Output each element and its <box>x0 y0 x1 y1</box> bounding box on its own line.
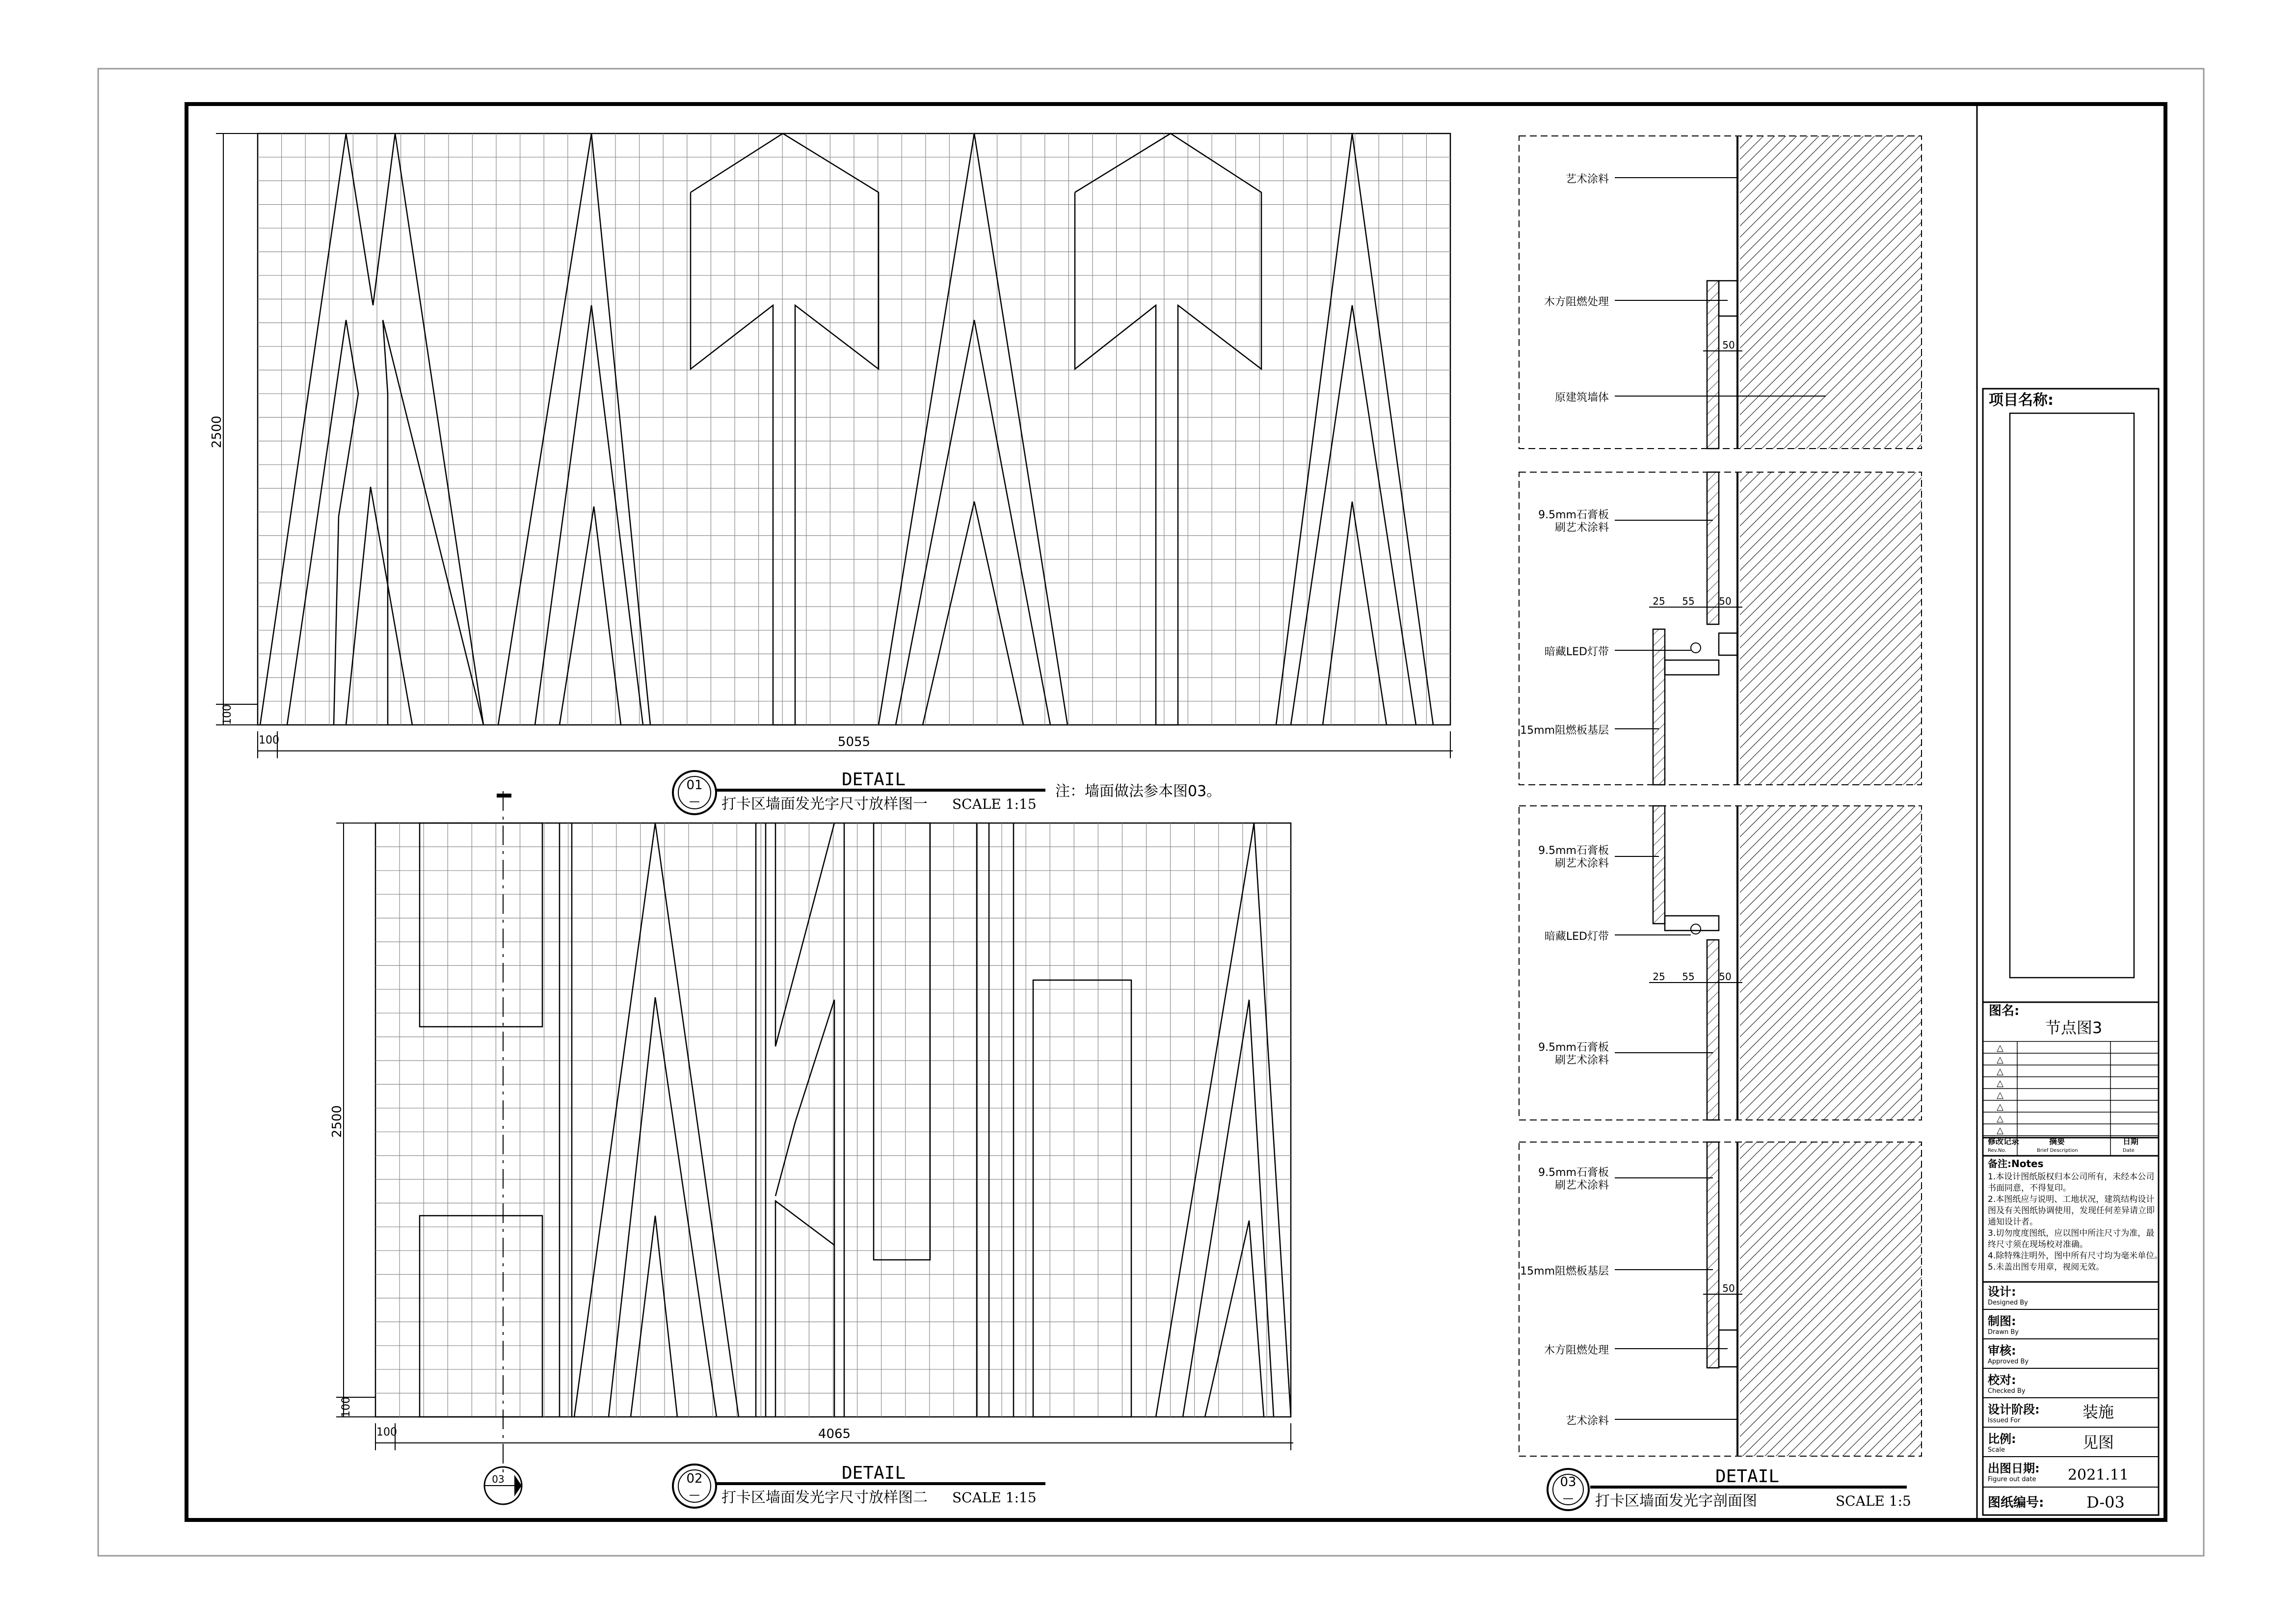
revision-symbol: △ <box>1997 1078 2003 1089</box>
detail-01 <box>210 133 1453 814</box>
scale-value: 见图 <box>2082 1433 2114 1452</box>
detail-03-p2-dim-2: 55 <box>1682 595 1695 607</box>
detail-03 <box>1519 136 1922 1510</box>
rev-col-2-cn: 摘要 <box>2049 1137 2065 1146</box>
checked-label-en: Checked By <box>1988 1387 2026 1395</box>
detail-02-dim-small-v: 100 <box>340 1397 352 1417</box>
note-line: 3.切勿度度图纸，应以图中所注尺寸为准，最 <box>1988 1228 2155 1238</box>
detail-03-p3-label-b: 暗藏LED灯带 <box>1544 931 1609 943</box>
detail-02-number-sub: — <box>689 1489 700 1501</box>
detail-01-letter-shapes <box>260 133 1433 725</box>
detail-03-p3-dim-3: 50 <box>1719 971 1732 983</box>
detail-01-number: 01 <box>686 778 703 793</box>
note-line: 5.未盖出图专用章，视阅无效。 <box>1988 1262 2105 1272</box>
detail-03-p1-label-c: 原建筑墙体 <box>1554 392 1609 404</box>
detail-02-scale: SCALE 1:15 <box>952 1490 1037 1506</box>
date-label-en: Figure out date <box>1988 1476 2036 1483</box>
designed-label-cn: 设计: <box>1988 1285 2016 1299</box>
revision-symbol: △ <box>1997 1102 2003 1112</box>
notes-list <box>1988 1172 2163 1272</box>
detail-03-p2-label-c: 15mm阻燃板基层 <box>1520 724 1609 737</box>
detail-03-number: 03 <box>1560 1475 1576 1490</box>
detail-03-p4-label-a1: 9.5mm石膏板 <box>1538 1167 1609 1179</box>
revision-symbol: △ <box>1997 1055 2003 1065</box>
revision-symbol: △ <box>1997 1114 2003 1124</box>
revision-symbol: △ <box>1997 1125 2003 1136</box>
drawing-number-label: 图纸编号: <box>1988 1495 2044 1510</box>
detail-03-heading: DETAIL <box>1715 1466 1780 1487</box>
detail-03-p1-label-a: 艺术涂料 <box>1565 173 1609 186</box>
detail-01-dim-small-v: 100 <box>221 704 234 725</box>
detail-01-number-sub: — <box>689 796 700 808</box>
detail-02-dimensions <box>336 823 1293 1450</box>
issued-value: 装施 <box>2082 1403 2114 1421</box>
drawn-label-cn: 制图: <box>1988 1314 2016 1328</box>
detail-02-heading: DETAIL <box>841 1463 906 1483</box>
designed-label-en: Designed By <box>1988 1299 2028 1306</box>
rev-col-3-en: Date <box>2123 1148 2135 1153</box>
rev-col-3-cn: 日期 <box>2123 1137 2139 1146</box>
detail-02-section-cut <box>484 791 522 1504</box>
checked-label-cn: 校对: <box>1988 1373 2016 1387</box>
scale-label-cn: 比例: <box>1988 1432 2016 1446</box>
project-name-box <box>2010 413 2134 978</box>
detail-02-grid <box>375 823 1291 1417</box>
detail-01-scale: SCALE 1:15 <box>952 796 1037 812</box>
scale-label-en: Scale <box>1988 1446 2005 1454</box>
note-line: 图及有关图纸协调使用，发现任何差异请立即 <box>1988 1206 2155 1216</box>
rev-col-1-en: Rev.No. <box>1988 1148 2006 1153</box>
detail-03-p1-label-b: 木方阻燃处理 <box>1544 296 1609 308</box>
revision-symbol: △ <box>1997 1043 2003 1053</box>
issued-label-en: Issued For <box>1988 1417 2021 1424</box>
date-label-cn: 出图日期: <box>1988 1462 2040 1475</box>
detail-03-p3-label-c1: 9.5mm石膏板 <box>1538 1041 1609 1054</box>
detail-03-p3-dim-2: 55 <box>1682 971 1695 983</box>
note-line: 通知设计者。 <box>1988 1217 2038 1227</box>
detail-01-dim-small-h: 100 <box>259 734 279 746</box>
note-line: 终尺寸须在现场校对准确。 <box>1988 1240 2088 1250</box>
detail-02-dim-height: 2500 <box>330 1105 345 1138</box>
detail-03-p4-label-c: 木方阻燃处理 <box>1544 1344 1609 1357</box>
detail-02-number: 02 <box>686 1471 703 1486</box>
detail-03-p1-dim: 50 <box>1722 339 1735 351</box>
detail-03-p3-label-a2: 刷艺术涂料 <box>1554 857 1609 870</box>
detail-03-scale: SCALE 1:5 <box>1836 1493 1911 1509</box>
detail-02-dim-small-h: 100 <box>376 1426 397 1438</box>
revision-symbol: △ <box>1997 1066 2003 1077</box>
detail-03-layer-fills <box>1653 281 1719 1368</box>
detail-03-wall-hatch <box>1740 136 1922 1456</box>
detail-03-p2-label-a2: 刷艺术涂料 <box>1554 522 1609 534</box>
drawing-name-label: 图名: <box>1989 1004 2020 1018</box>
detail-01-note: 注：墙面做法参本图03。 <box>1055 783 1222 800</box>
detail-03-p2-dim-3: 50 <box>1719 595 1732 607</box>
note-line: 2.本图纸应与说明、工地状况，建筑结构设计 <box>1988 1195 2155 1204</box>
detail-03-p4-label-d: 艺术涂料 <box>1565 1415 1609 1427</box>
notes-label: 备注:Notes <box>1988 1158 2044 1170</box>
note-line: 4.除特殊注明外，图中所有尺寸均为毫米单位。 <box>1988 1251 2163 1261</box>
detail-03-number-sub: — <box>1563 1492 1574 1505</box>
date-value: 2021.11 <box>2067 1466 2129 1484</box>
issued-label-cn: 设计阶段: <box>1988 1403 2040 1416</box>
project-name-label: 项目名称: <box>1989 392 2054 409</box>
detail-01-dim-height: 2500 <box>210 415 224 449</box>
detail-03-title: 打卡区墙面发光字剖面图 <box>1595 1492 1757 1510</box>
detail-02-letter-shapes <box>420 823 1291 1417</box>
detail-02-dim-width: 4065 <box>818 1427 851 1441</box>
drawing-name: 节点图3 <box>2045 1018 2103 1037</box>
rev-col-2-en: Brief Description <box>2037 1148 2078 1153</box>
detail-01-grid <box>258 133 1450 725</box>
title-block <box>1983 389 2163 1515</box>
note-line: 1.本设计图纸版权归本公司所有，未经本公司 <box>1988 1172 2155 1182</box>
detail-03-finish-layers <box>1653 281 1737 1368</box>
detail-01-heading: DETAIL <box>841 770 906 790</box>
revision-symbol: △ <box>1997 1090 2003 1100</box>
detail-03-p4-label-b: 15mm阻燃板基层 <box>1520 1265 1609 1278</box>
detail-01-dim-width: 5055 <box>837 735 871 749</box>
drawing-number: D-03 <box>2086 1493 2125 1512</box>
rev-col-1-cn: 修改记录 <box>1988 1137 2020 1146</box>
detail-03-p2-label-a1: 9.5mm石膏板 <box>1538 509 1609 521</box>
detail-03-p2-label-b: 暗藏LED灯带 <box>1544 646 1609 658</box>
detail-03-p4-label-a2: 刷艺术涂料 <box>1554 1179 1609 1192</box>
note-line: 书面同意，不得复印。 <box>1988 1183 2071 1193</box>
drawn-label-en: Drawn By <box>1988 1329 2019 1336</box>
detail-03-p2-dim-1: 25 <box>1653 595 1665 607</box>
detail-03-p3-label-c2: 刷艺术涂料 <box>1554 1054 1609 1066</box>
approved-label-cn: 审核: <box>1988 1344 2016 1358</box>
detail-03-led-strips <box>1691 643 1701 934</box>
detail-02 <box>330 791 1293 1508</box>
detail-03-p3-label-a1: 9.5mm石膏板 <box>1538 845 1609 857</box>
detail-01-title: 打卡区墙面发光字尺寸放样图一 <box>721 796 928 813</box>
detail-02-section-marker: 03 <box>492 1473 505 1485</box>
approved-label-en: Approved By <box>1988 1358 2029 1365</box>
detail-03-p3-dim-1: 25 <box>1653 971 1665 983</box>
detail-02-title: 打卡区墙面发光字尺寸放样图二 <box>721 1489 928 1506</box>
detail-03-p4-dim: 50 <box>1722 1282 1735 1294</box>
